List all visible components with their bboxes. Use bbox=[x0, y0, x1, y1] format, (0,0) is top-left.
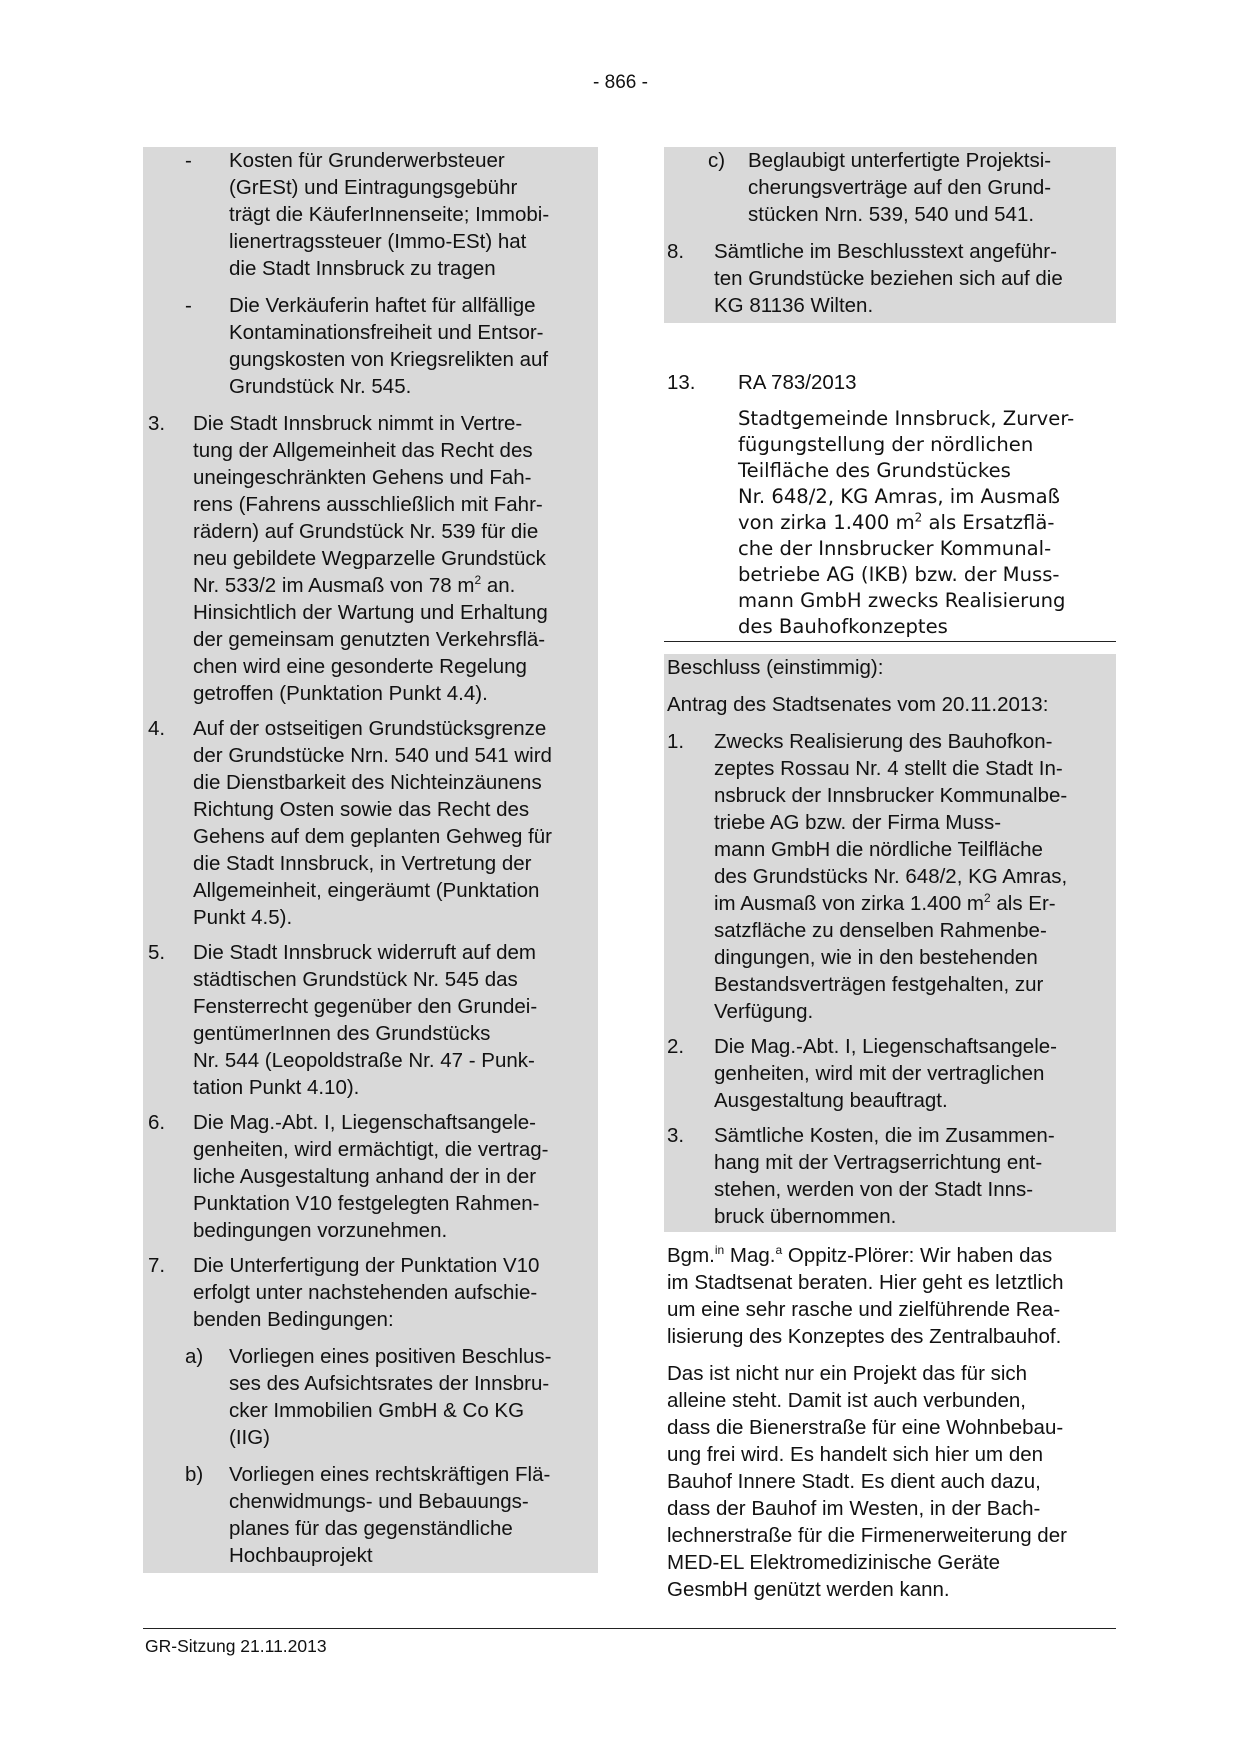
motion-heading: Antrag des Stadtsenates vom 20.11.2013: bbox=[667, 693, 1049, 716]
dash-item-grunderwerbsteuer: - Kosten für Grunderwerbsteuer (GrESt) und Eintragungsgebühr trägt die KäuferInnenseite; Immobi- lienertragssteuer (Immo-ESt) hat die Stadt Innsbruck zu tragen bbox=[185, 149, 550, 280]
agenda-topic: Stadtgemeinde Innsbruck, Zurver- fügungstellung der nördlichen Teilfläche des Grundstückes Nr. 648/2, KG Amras, im Ausmaß von zirka 1.400 $m^2$ als Ersatzflä- che der Innsbrucker Kommunal- betriebe AG (IKB) bzw. der Muss- mann GmbH zwecks Realisierung des Bauhofkonzeptes bbox=[738, 407, 1075, 638]
list-item-8: 8. Sämtliche im Beschlusstext angeführ- ten Grundstücke beziehen sich auf die KG 81136 Wilten. bbox=[667, 240, 1063, 317]
sub-item-c: c) Beglaubigt unterfertigte Projektsi- cherungsverträge auf den Grund- stücken Nrn. 539, 540 und 541. bbox=[708, 149, 1052, 226]
agenda-reference: RA 783/2013 bbox=[738, 371, 857, 394]
list-item-4: 4. Auf der ostseitigen Grundstücksgrenze der Grundstücke Nrn. 540 und 541 wird die Dienstbarkeit des Nichteinzäunens Richtung Osten sowie das Recht des Gehens auf dem geplanten Gehweg für die Stadt Innsbruck, in Vertretung der Allgemeinheit, eingeräumt (Punktation Punkt 4.5). bbox=[148, 717, 552, 929]
dash-mark: - bbox=[185, 149, 192, 172]
resolution-block bbox=[664, 654, 1116, 1232]
continued-conditions-block bbox=[664, 147, 1116, 323]
sub-item-a: a) Vorliegen eines positiven Beschlus- ses des Aufsichtsrates der Innsbru- cker Immobilien GmbH & Co KG (IIG) bbox=[185, 1345, 552, 1449]
list-item-6: 6. Die Mag.-Abt. I, Liegenschaftsangele- genheiten, wird ermächtigt, die vertrag- liche Ausgestaltung anhand der in der Punktation V10 festgelegten Rahmen- bedingungen vorzunehmen. bbox=[148, 1111, 549, 1242]
dash-mark: - bbox=[185, 294, 192, 317]
dash-item-kontamination: - Die Verkäuferin haftet für allfällige Kontaminationsfreiheit und Entsor- gungskosten von Kriegsrelikten auf Grundstück Nr. 545. bbox=[185, 294, 549, 398]
list-item-3: 3. Die Stadt Innsbruck nimmt in Vertre- tung der Allgemeinheit das Recht des uneingeschränkten Gehens und Fah- rens (Fahrens ausschließlich mit Fahr- rädern) auf Grundstück Nr. 539 für die neu gebildete Wegparzelle Grundstück Nr. 533/2 im Ausmaß von 78 $m^2$ an. Hinsichtlich der Wartung und Erhaltung der gemeinsam genutzten Verkehrsflä- chen wird eine gesonderte Regelung getroffen (Punktation Punkt 4.4). bbox=[148, 412, 548, 705]
sub-item-b: b) Vorliegen eines rechtskräftigen Flä- chenwidmungs- und Bebauungs- planes für das gegenständliche Hochbauprojekt bbox=[185, 1463, 551, 1567]
footer-divider bbox=[143, 1628, 1116, 1629]
footer-text: GR-Sitzung 21.11.2013 bbox=[145, 1636, 327, 1656]
list-item-7: 7. Die Unterfertigung der Punktation V10 erfolgt unter nachstehenden aufschie- benden Bedingungen: bbox=[148, 1254, 540, 1331]
right-column bbox=[664, 147, 1116, 1603]
speech-paragraph-1: Bgm.$^{in}$ Mag.$^a$ Oppitz-Plörer: Wir haben das im Stadtsenat beraten. Hier geht es letztlich um eine sehr rasche und zielführende Rea- lisierung des Konzeptes des Zentralbauhof. bbox=[667, 1243, 1064, 1348]
resolution-item-3: 3. Sämtliche Kosten, die im Zusammen- hang mit der Vertragserrichtung ent- stehen, werden von der Stadt Inns- bruck übernommen. bbox=[667, 1124, 1055, 1228]
agenda-number: 13. bbox=[667, 371, 696, 394]
resolution-heading: Beschluss (einstimmig): bbox=[667, 656, 884, 679]
speech-paragraph-2: Das ist nicht nur ein Projekt das für sich alleine steht. Damit ist auch verbunden, dass die Bienerstraße für eine Wohnbebau- ung frei wird. Es handelt sich hier um den Bauhof Innere Stadt. Es dient auch dazu, dass der Bauhof im Westen, in der Bach- lechnerstraße für die Firmenerweiterung der MED-EL Elektromedizinische Geräte GesmbH genützt werden kann. bbox=[667, 1362, 1067, 1601]
list-item-5: 5. Die Stadt Innsbruck widerruft auf dem städtischen Grundstück Nr. 545 das Fensterrecht gegenüber den Grundei- gentümerInnen des Grundstücks Nr. 544 (Leopoldstraße Nr. 47 - Punk- tation Punkt 4.10). bbox=[148, 941, 538, 1099]
resolution-item-1: 1. Zwecks Realisierung des Bauhofkon- zeptes Rossau Nr. 4 stellt die Stadt In- nsbruck der Innsbrucker Kommunalbe- triebe AG bzw. der Firma Muss- mann GmbH die nördliche Teilfläche des Grundstücks Nr. 648/2, KG Amras, im Ausmaß von zirka 1.400 $m^2$ als Er- satzfläche zu denselben Rahmenbe- dingungen, wie in den bestehenden Bestandsverträgen festgehalten, zur Verfügung. bbox=[667, 730, 1068, 1023]
page-number: - 866 - bbox=[593, 72, 648, 93]
resolution-item-2: 2. Die Mag.-Abt. I, Liegenschaftsangele- genheiten, wird mit der vertraglichen Ausgestaltung beauftragt. bbox=[667, 1035, 1057, 1112]
agenda-item-13 bbox=[664, 369, 1116, 642]
left-column bbox=[143, 147, 598, 1573]
